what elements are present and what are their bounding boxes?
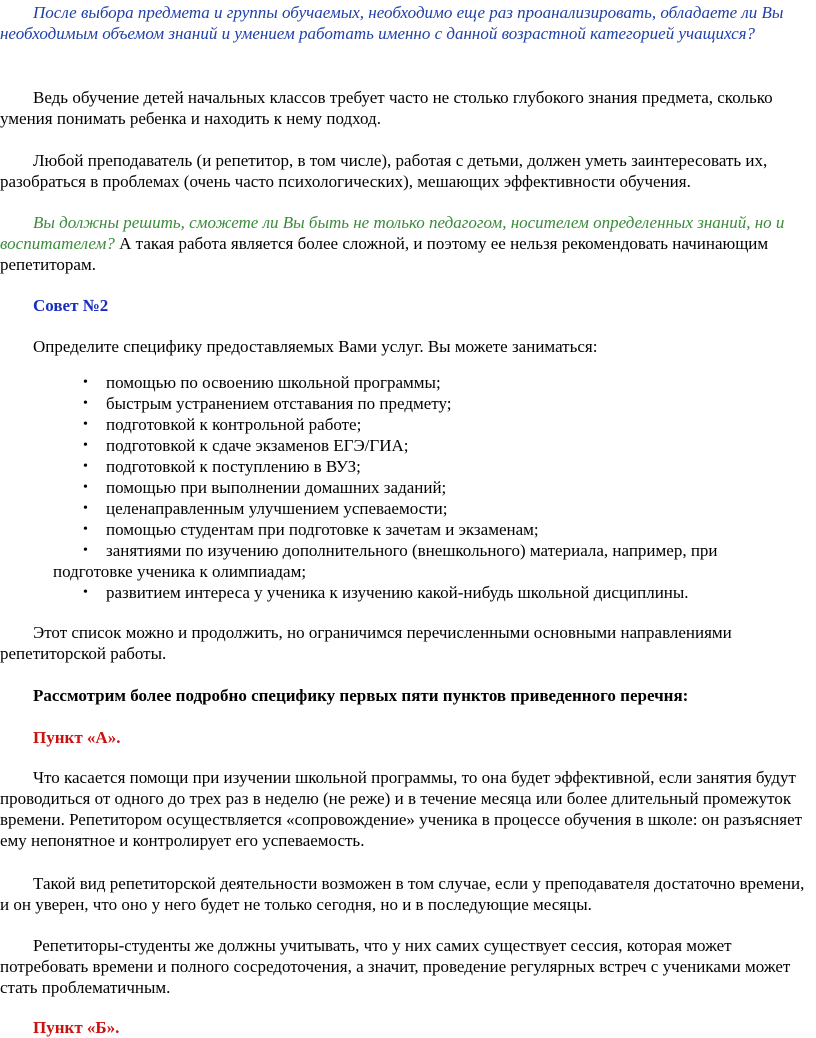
bullet-icon: • — [83, 585, 88, 600]
intro-question: После выбора предмета и группы обучаемых, необходимо еще раз проанализировать, обладаете ли Вы необходимым объемом знаний и умением работать именно с данной возрастной категорией учащихся? — [0, 3, 784, 43]
services-list — [0, 372, 810, 603]
list-item-text: быстрым устранением отставания по предмету; — [106, 394, 452, 413]
list-item-text-line2: подготовке ученика к олимпиадам; — [53, 562, 307, 581]
list-item — [0, 477, 810, 498]
list-item — [0, 540, 810, 582]
educator-question: Вы должны решить, сможете ли Вы быть не только педагогом, носителем определенных знаний, но и воспитателем? — [0, 213, 785, 253]
list-item-text: развитием интереса у ученика к изучению какой-нибудь школьной дисциплины. — [106, 583, 689, 602]
list-item — [0, 435, 810, 456]
list-item — [0, 393, 810, 414]
bullet-icon: • — [83, 501, 88, 516]
bullet-icon: • — [83, 375, 88, 390]
list-item-text: подготовкой к поступлению в ВУЗ; — [106, 457, 361, 476]
list-item — [0, 519, 810, 540]
point-a-heading: Пункт «А». — [33, 728, 121, 747]
advice-heading: Совет №2 — [33, 296, 109, 315]
list-item — [0, 582, 810, 603]
paragraph-primary-school: Ведь обучение детей начальных классов требует часто не столько глубокого знания предмета, сколько умения понимать ребенка и находить к нему подход. — [0, 88, 773, 128]
educator-statement: А такая работа является более сложной, и поэтому ее нельзя рекомендовать начинающим репетиторам. — [0, 234, 769, 274]
bullet-icon: • — [83, 459, 88, 474]
list-item-text-line1: занятиями по изучению дополнительного (внешкольного) материала, например, при — [106, 541, 718, 560]
list-item-text: помощью при выполнении домашних заданий; — [106, 478, 447, 497]
bullet-icon: • — [83, 396, 88, 411]
bullet-icon: • — [83, 438, 88, 453]
point-a-paragraph-3: Репетиторы-студенты же должны учитывать, что у них самих существует сессия, которая может потребовать времени и полного сосредоточения, а значит, проведение регулярных встреч с учениками может стать проблематичным. — [0, 936, 791, 997]
list-item-text: подготовкой к контрольной работе; — [106, 415, 362, 434]
list-item-text: целенаправленным улучшением успеваемости; — [106, 499, 448, 518]
list-item-text: помощью студентам при подготовке к зачетам и экзаменам; — [106, 520, 539, 539]
point-b-heading: Пункт «Б». — [33, 1018, 120, 1037]
list-outro: Этот список можно и продолжить, но ограничимся перечисленными основными направлениями репетиторской работы. — [0, 623, 732, 663]
bullet-icon: • — [83, 480, 88, 495]
bullet-icon: • — [83, 417, 88, 432]
bullet-icon: • — [83, 543, 88, 558]
list-item — [0, 414, 810, 435]
advice-intro: Определите специфику предоставляемых Вами услуг. Вы можете заниматься: — [33, 337, 598, 356]
bullet-icon: • — [83, 522, 88, 537]
list-item — [0, 456, 810, 477]
point-a-paragraph-2: Такой вид репетиторской деятельности возможен в том случае, если у преподавателя достаточно времени, и он уверен, что оно у него будет не только сегодня, но и в последующие месяцы. — [0, 874, 805, 914]
bold-statement: Рассмотрим более подробно специфику первых пяти пунктов приведенного перечня: — [33, 686, 689, 705]
paragraph-any-teacher: Любой преподаватель (и репетитор, в том числе), работая с детьми, должен уметь заинтересовать их, разобраться в проблемах (очень часто психологических), мешающих эффективности обучения. — [0, 151, 768, 191]
list-item — [0, 498, 810, 519]
point-a-paragraph-1: Что касается помощи при изучении школьной программы, то она будет эффективной, если занятия будут проводиться от одного до трех раз в неделю (не реже) и в течение месяца или более длительный промежуток времени. Репетитором осуществляется «сопровождение» ученика в процессе обучения в школе: он разъясняет ему непонятное и контролирует его успеваемость. — [0, 768, 803, 850]
list-item-text: помощью по освоению школьной программы; — [106, 373, 441, 392]
paragraph-educator — [0, 212, 810, 275]
list-item-text: подготовкой к сдаче экзаменов ЕГЭ/ГИА; — [106, 436, 409, 455]
list-item — [0, 372, 810, 393]
